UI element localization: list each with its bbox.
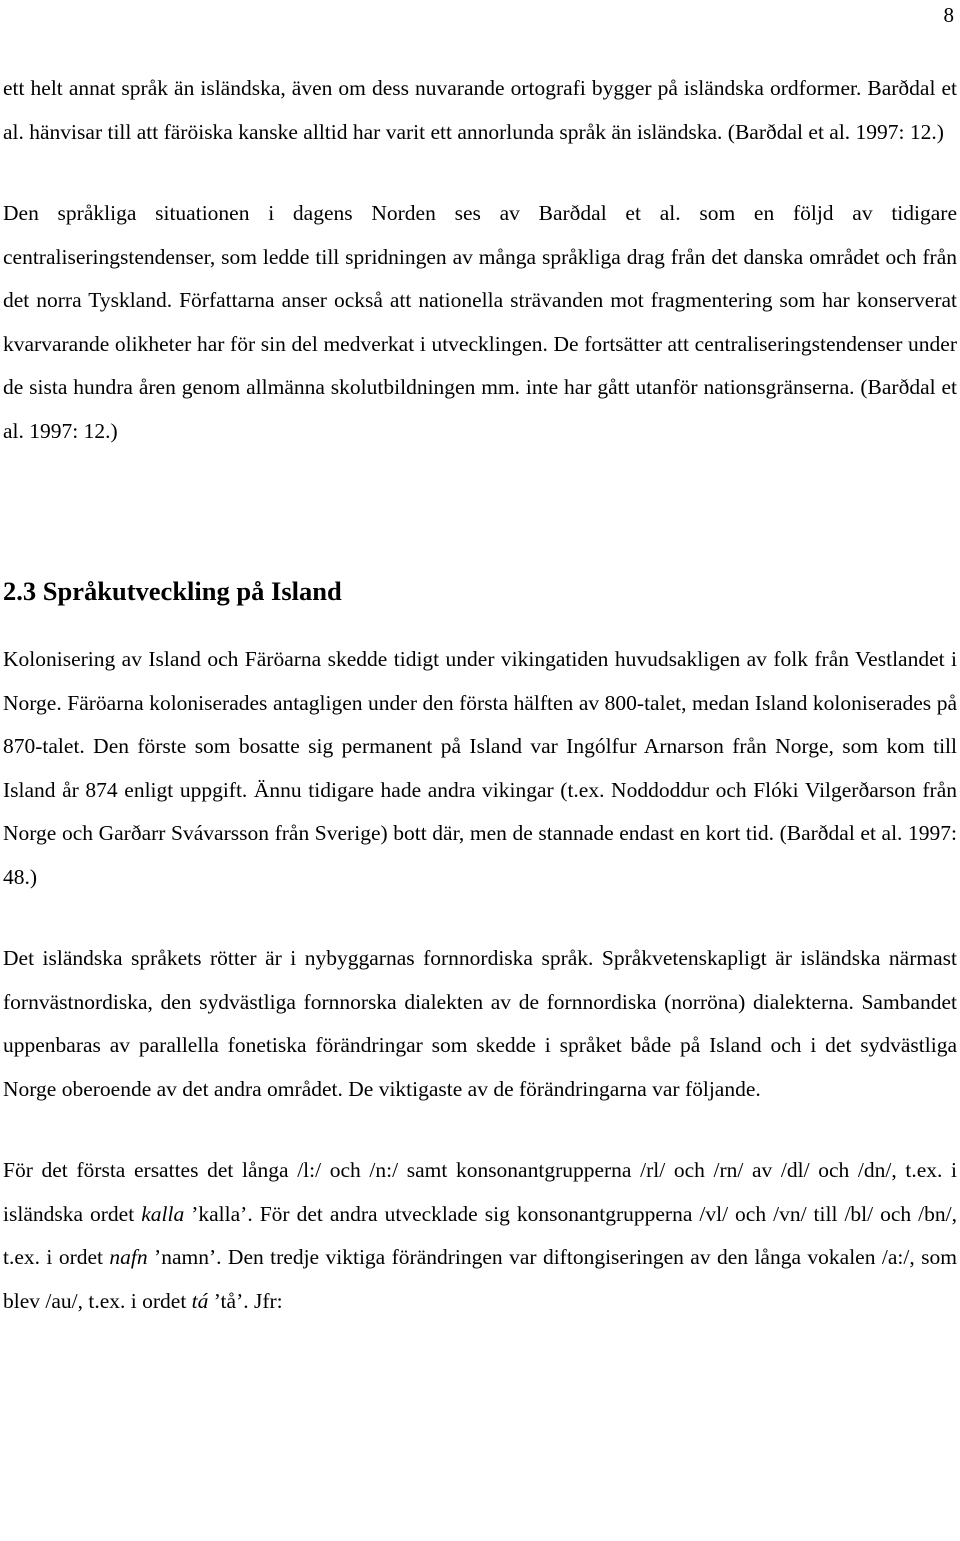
section-spacer (3, 453, 957, 571)
paragraph-5-text-d: ’tå’. Jfr: (208, 1288, 283, 1313)
paragraph-5-text-c: ’namn’. Den tredje viktiga förändringen var diftongiseringen av den långa vokalen /a:/, som blev /au/, t.ex. i ordet (3, 1245, 957, 1313)
paragraph-1: ett helt annat språk än isländska, även om dess nuvarande ortografi bygger på isländska ordformer. Barðdal et al. hänvisar till att färöiska kanske alltid har varit ett annorlunda språk än isländska. (Barðdal et al. 1997: 12.) (3, 76, 957, 144)
paragraph-5-text-b: ’kalla’. För det andra utvecklade sig konsonantgrupperna /vl/ och /vn/ till /bl/ och /bn/, t.ex. i ordet (3, 1201, 957, 1269)
paragraph-2: Den språkliga situationen i dagens Norden ses av Barðdal et al. som en följd av tidigare centraliseringstendenser, som ledde till spridningen av många språkliga drag från det danska området och från det norra Tyskland. Författarna anser också att nationella strävanden mot fragmentering som har konserverat kvarvarande olikheter har för sin del medverkat i utvecklingen. De fortsätter att centraliseringstendenser under de sista hundra åren genom allmänna skolutbildningen mm. inte har gått utanför nationsgränserna. (Barðdal et al. 1997: 12.) (3, 201, 957, 443)
example-word-nafn: nafn (109, 1245, 148, 1269)
example-word-ta: tá (191, 1288, 209, 1313)
paragraph-spacer (3, 899, 957, 937)
heading-spacer (3, 611, 957, 638)
paragraph-5-text-a: För det första ersattes det långa /l:/ och /n:/ samt konsonantgrupperna /rl/ och /rn/ av /dl/ och /dn/, t.ex. i isländska ordet (3, 1158, 957, 1226)
paragraph-spacer (3, 154, 957, 192)
section-heading: 2.3 Språkutveckling på Island (3, 576, 342, 606)
page-number: 8 (943, 3, 954, 27)
paragraph-4: Det isländska språkets rötter är i nybyggarnas fornnordiska språk. Språkvetenskapligt är isländska närmast fornvästnordiska, den sydvästliga fornnorska dialekten av de fornnordiska (norröna) dialekterna. Sambandet uppenbaras av parallella fonetiska förändringar som skedde i språket både på Island och i det sydvästliga Norge oberoende av det andra området. De viktigaste av de förändringarna var följande. (3, 946, 957, 1101)
paragraph-5 (3, 1149, 957, 1323)
example-word-kalla: kalla (141, 1201, 185, 1226)
paragraph-3: Kolonisering av Island och Färöarna skedde tidigt under vikingatiden huvudsakligen av folk från Vestlandet i Norge. Färöarna koloniserades antagligen under den första hälften av 800-talet, medan Island koloniserades på 870-talet. Den förste som bosatte sig permanent på Island var Ingólfur Arnarson från Norge, som kom till Island år 874 enligt uppgift. Ännu tidigare hade andra vikingar (t.ex. Noddoddur och Flóki Vilgerðarson från Norge och Garðarr Svávarsson från Sverige) bott där, men de stannade endast en kort tid. (Barðdal et al. 1997: 48.) (3, 647, 957, 889)
document-body (3, 67, 957, 1323)
paragraph-spacer (3, 1111, 957, 1149)
